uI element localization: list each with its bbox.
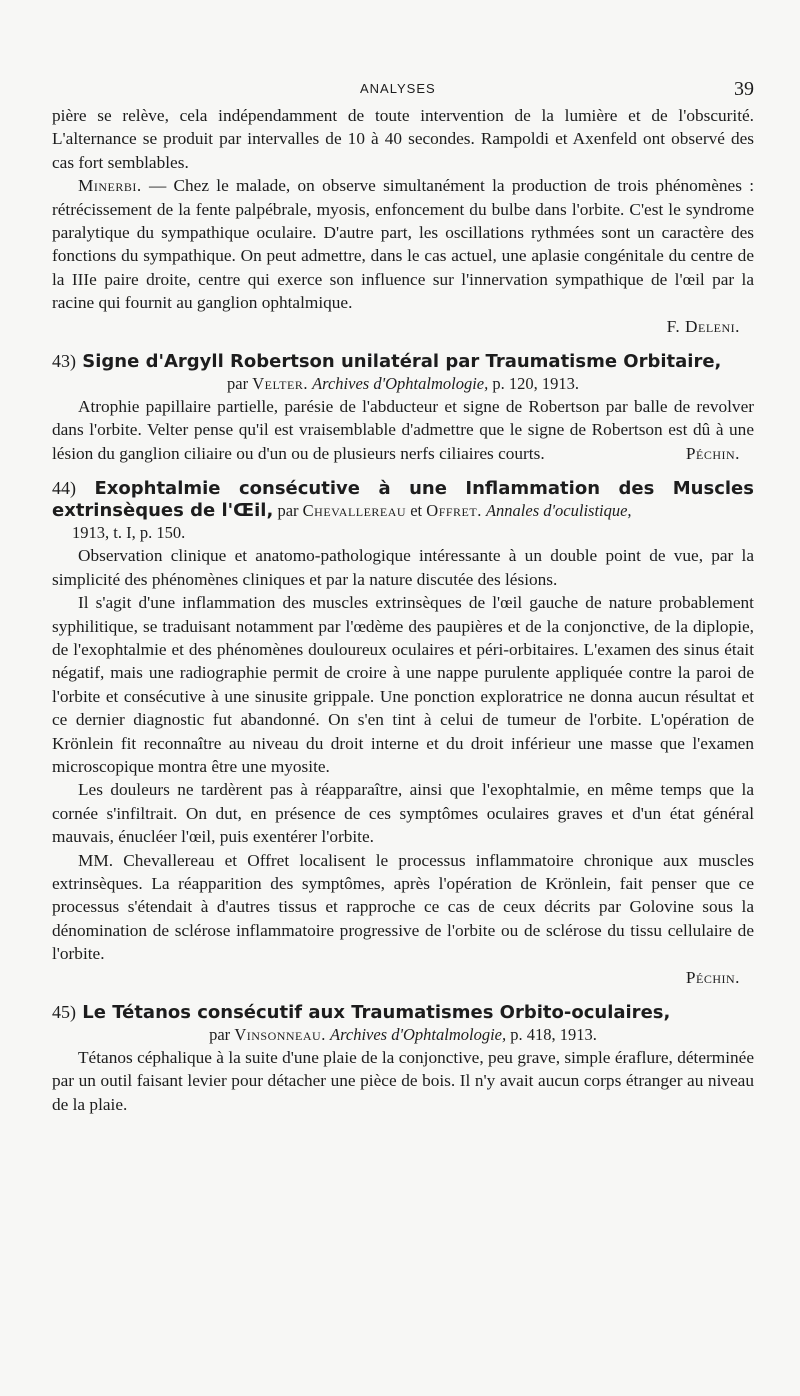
article-title (52, 477, 754, 522)
page-number: 39 (734, 78, 754, 100)
article-paragraph: Tétanos céphalique à la suite d'une plaie de la conjonctive, peu grave, simple éraflure, déterminée par un outil faisant levier pour détacher une pièce de bois. Il n'y avait aucun corps étranger au niveau de la plaie. (52, 1048, 754, 1114)
byline-conjunction: et (406, 501, 427, 521)
article-title-text: Le Tétanos consécutif aux Traumatismes Orbito-oculaires, (82, 1002, 671, 1023)
intro-paragraph: pière se relève, cela indépendamment de toute intervention de la lumière et de l'obscurité. L'alternance se produit par intervalles de 10 à 40 secondes. Rampoldi et Axenfeld ont observé des cas fort semblables. (52, 106, 754, 172)
article-title-text: Exophtalmie consécutive à une Inflammation des Muscles extrinsèques de l'Œil, (52, 478, 754, 522)
article-45 (52, 1001, 754, 1116)
byline-prefix: par (209, 1025, 235, 1044)
article-journal: Annales d'oculistique, (485, 501, 632, 521)
signature: F. Deleni. (666, 316, 740, 336)
running-title: ANALYSES (360, 81, 436, 96)
intro-paragraph (52, 174, 754, 314)
article-citation: p. 418, 1913. (506, 1025, 597, 1044)
article-number: 44) (52, 478, 76, 499)
article-number: 45) (52, 1002, 76, 1022)
article-citation: p. 120, 1913. (488, 374, 579, 394)
article-authors: Vinsonneau. (234, 1025, 326, 1044)
article-authors: Velter. (252, 374, 308, 394)
signature: Péchin. (685, 967, 740, 987)
paragraph-text: — Chez le malade, on observe simultanément la production de trois phénomènes : rétrécissement de la fente palpébrale, myosis, enfoncement du bulbe dans l'orbite. C'est le syndrome paralytique du sympathique oculaire. D'autre part, les oscillations rythmées sont un caractère des fonctions du sympathique. On peut admettre, dans le cas actuel, une aplasie congénitale du centre de la IIIe paire droite, centre qui exerce son influence sur l'innervation sympathique de l'œil par la racine qui fournit au ganglion ophtalmique. (52, 176, 754, 313)
article-44 (52, 477, 754, 989)
article-number: 43) (52, 351, 76, 372)
article-authors: Offret. (426, 501, 482, 521)
page-header (52, 78, 754, 104)
article-paragraph: Observation clinique et anatomo-pathologique intéressante à un double point de vue, par la simplicité des phénomènes cliniques et par la nature discutée des lésions. (52, 546, 754, 589)
article-43 (52, 350, 754, 465)
article-paragraph: Il s'agit d'une inflammation des muscles extrinsèques de l'œil gauche de nature probablement syphilitique, se traduisant notamment par l'œdème des paupières et de la conjonctive, de la diplopie, de l'exophtalmie et des phénomènes douloureux oculaires et péri-orbitaires. L'examen des sinus était négatif, mais une radiographie permit de croire à une nappe purulente appliquée contre la paroi de l'orbite et consécutive à une sinusite grippale. Une ponction exploratrice ne donna aucun résultat et ce dernier diagnostic fut abandonné. On s'en tint à celui de tumeur de l'orbite. L'opération de Krönlein fit reconnaître au niveau du droit interne et du droit inférieur une masse que l'examen microscopique montra être une myosite. (52, 593, 754, 776)
article-paragraph: MM. Chevallereau et Offret localisent le processus inflammatoire chronique aux muscles extrinsèques. La réapparition des symptômes, après l'opération de Krönlein, fait penser que ce processus s'étendait à d'autres tissus et rapproche ce cas de ceux décrits par Golovine sous la dénomination de sclérose inflammatoire progressive de l'orbite ou de sclérose du tissu cellulaire de l'orbite. (52, 850, 754, 964)
byline-prefix: par (227, 374, 253, 394)
article-title (52, 1001, 754, 1024)
paragraph-text: Atrophie papillaire partielle, parésie de l'abducteur et signe de Robertson par balle de revolver dans l'orbite. Velter pense qu'il est vraisemblable d'admettre que le signe de Robertson est dû à une lésion du ganglion ciliaire ou d'un ou de plusieurs nerfs ciliaires courts. (52, 397, 754, 463)
intro-section (52, 104, 754, 338)
article-journal: Archives d'Ophtalmologie, (312, 374, 489, 394)
article-paragraph: Les douleurs ne tardèrent pas à réapparaître, ainsi que l'exophtalmie, en même temps que la cornée s'infiltrait. On dut, en présence de ces symptômes oculaires graves et d'un état général mauvais, énucléer l'œil, puis exentérer l'orbite. (52, 780, 754, 847)
article-paragraph (52, 395, 754, 465)
article-title (52, 350, 754, 373)
byline-prefix: par (273, 501, 303, 521)
article-journal: Archives d'Ophtalmologie, (329, 1025, 507, 1044)
page (52, 78, 754, 1116)
article-citation: 1913, t. I, p. 150. (72, 523, 186, 543)
article-byline (52, 373, 754, 395)
author-name: Minerbi. (78, 176, 142, 196)
signature: Péchin. (685, 443, 740, 463)
article-byline (52, 1024, 754, 1046)
article-title-text: Signe d'Argyll Robertson unilatéral par Traumatisme Orbitaire, (82, 351, 722, 373)
article-authors: Chevallereau (302, 501, 407, 521)
